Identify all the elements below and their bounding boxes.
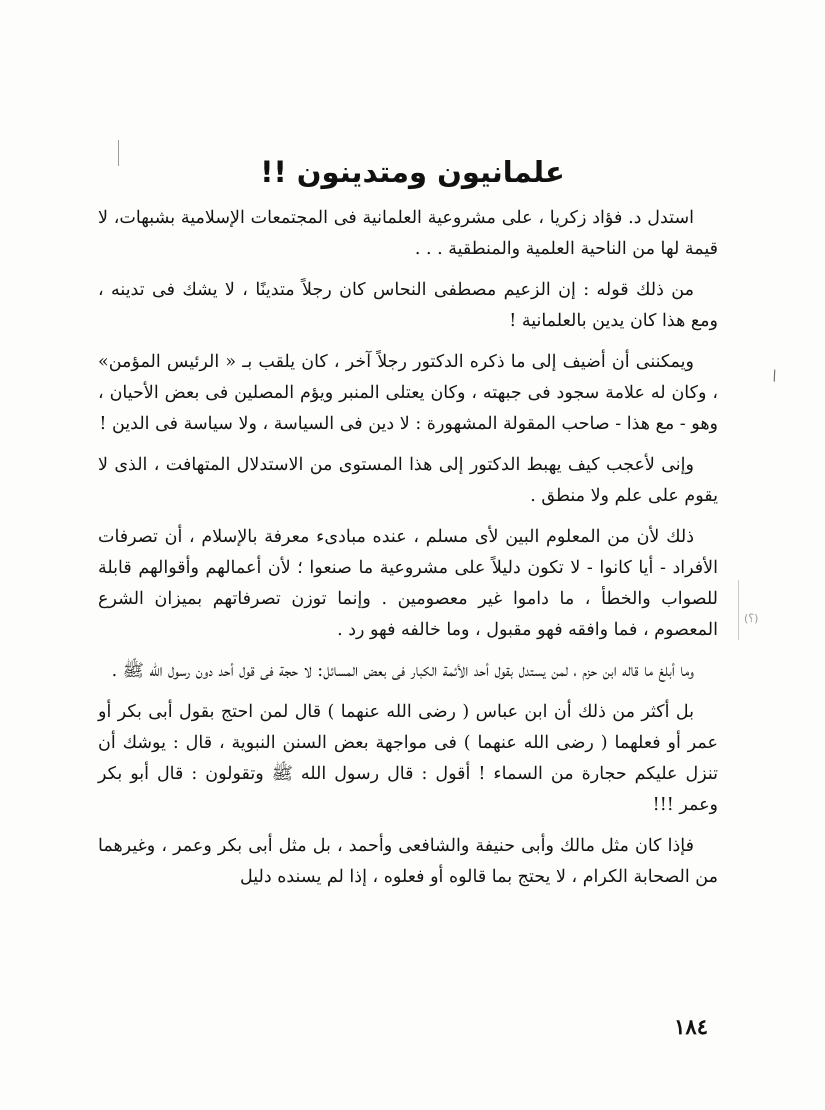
paragraph-2: من ذلك قوله : إن الزعيم مصطفى النحاس كان رجلاً متدينًا ، لا يشك فى تدينه ، ومع هذا كان يدين بالعلمانية !: [98, 280, 718, 331]
paragraph-7: بل أكثر من ذلك أن ابن عباس ( رضى الله عنهما ) قال لمن احتج بقول أبى بكر أو عمر أو فعلهما ( رضى الله عنهما ) فى مواجهة بعض السنن النبوية ، قال : يوشك أن تنزل عليكم حجارة من السماء ! أقول : قال رسول الله ﷺ وتقولون : قال أبو بكر وعمر !!!: [98, 702, 718, 815]
page-title: علمانيون ومتدينون !!: [260, 155, 565, 189]
paragraph-4: وإنى لأعجب كيف يهبط الدكتور إلى هذا المستوى من الاستدلال المتهافت ، الذى لا يقوم على علم ولا منطق .: [98, 455, 718, 506]
page-body: [98, 203, 718, 903]
paragraph-3: ويمكننى أن أضيف إلى ما ذكره الدكتور رجلاً آخر ، كان يلقب بـ « الرئيس المؤمن» ، وكان له علامة سجود فى جبهته ، وكان يعتلى المنبر ويؤم المصلين فى بعض الأحيان ، وهو - مع هذا - صاحب المقولة المشهورة : لا دين فى السياسة ، ولا سياسة فى الدين !: [98, 352, 718, 434]
paragraph-5: ذلك لأن من المعلوم البين لأى مسلم ، عنده مبادىء معرفة بالإسلام ، أن تصرفات الأفراد - أيا كانوا - لا تكون دليلاً على مشروعية ما صنعوا ؛ لأن أعمالهم وأقوالهم قابلة للصواب والخطأ ، ما داموا غير معصومين . وإنما توزن تصرفاتهم بميزان الشرع المعصوم ، فما وافقه فهو مقبول ، وما خالفه فهو رد .: [98, 527, 718, 640]
scan-artifact-line: [738, 580, 739, 640]
scan-artifact-mark: \: [769, 367, 780, 385]
paragraph-6: وما أبلغ ما قاله ابن حزم ، لمن يستدل بقول أحد الأئمة الكبار فى بعض المسائل: لا حجة فى قول أحد دون رسول الله ﷺ .: [111, 661, 694, 681]
scan-artifact-marginalia: (؟): [744, 612, 759, 625]
page-number: ١٨٤: [674, 1014, 708, 1039]
paragraph-1: استدل د. فؤاد زكريا ، على مشروعية العلمانية فى المجتمعات الإسلامية بشبهات، لا قيمة لها من الناحية العلمية والمنطقية . . .: [98, 208, 718, 259]
paragraph-8: فإذا كان مثل مالك وأبى حنيفة والشافعى وأحمد ، بل مثل أبى بكر وعمر ، وغيرهما من الصحابة الكرام ، لا يحتج بما قالوه أو فعلوه ، إذا لم يسنده دليل: [98, 836, 718, 887]
